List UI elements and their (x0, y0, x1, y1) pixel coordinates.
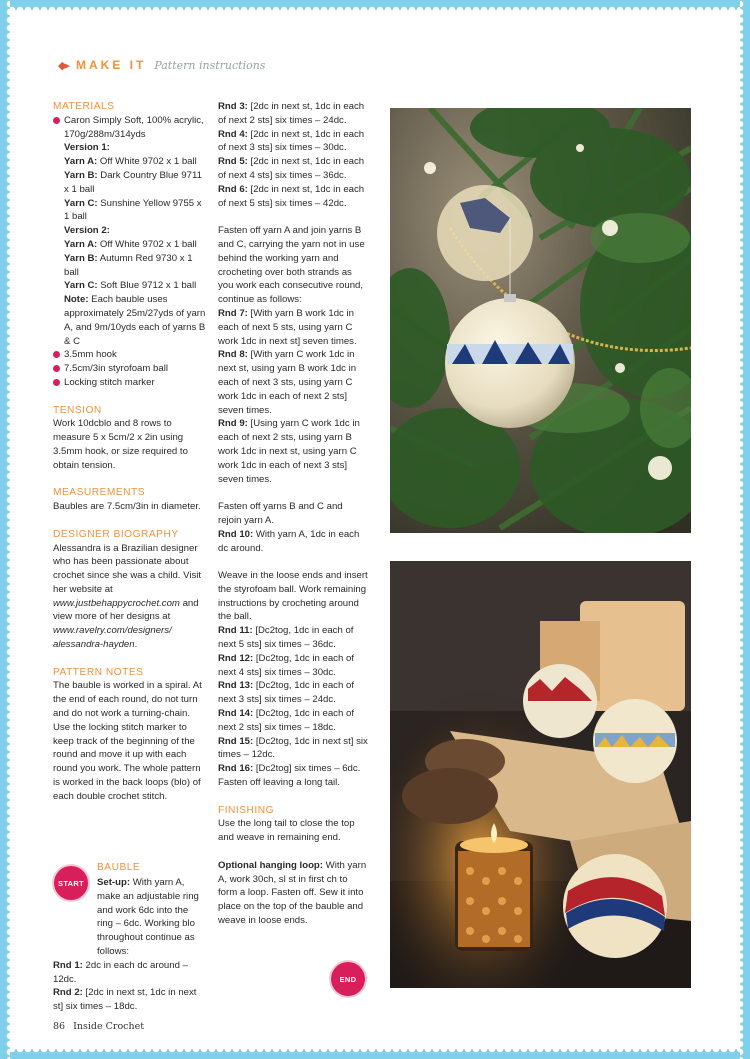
version-1-title: Version 1: (64, 142, 110, 154)
designer-website-link[interactable]: www.justbehappycrochet.com (53, 597, 180, 609)
column-middle (218, 100, 368, 928)
setup-step: Set-up: With yarn A, make an adjustable ring and work 6dc into the ring – 6dc. Working blo throughout continue as follows: (97, 877, 199, 957)
section-title: MAKE IT (75, 58, 147, 72)
measurements-text: Baubles are 7.5cm/3in in diameter. (53, 501, 201, 513)
candle-photo-illustration (390, 561, 691, 988)
bullet-dot-icon (53, 117, 60, 124)
materials-hook: 3.5mm hook (53, 348, 209, 362)
round-6: Rnd 6: [2dc in next st, 1dc in each of next 5 sts] six times – 42dc. (218, 183, 365, 209)
fasten-off-2: Fasten off yarns B and C and rejoin yarn A. (218, 501, 343, 526)
hanging-loop: Optional hanging loop: With yarn A, work 30ch, sl st in first ch to form a loop. Fasten off. Sew it into place on the top of the bauble and weave in loose ends. (218, 859, 367, 927)
page-header (58, 58, 265, 72)
materials-yarn: Caron Simply Soft, 100% acrylic, 170g/288m/314yds (53, 114, 209, 142)
round-8: Rnd 8: [With yarn C work 1dc in next st, using yarn B work 1dc in each of next 3 sts, using yarn C work 1dc in each of next 2 sts] seven times. (218, 349, 357, 416)
photo-bauble-on-tree (390, 108, 691, 533)
v1-yarn-a: Yarn A: Off White 9702 x 1 ball (64, 156, 197, 168)
round-4: Rnd 4: [2dc in next st, 1dc in each of next 3 sts] six times – 30dc. (218, 128, 365, 154)
version-2-title: Version 2: (64, 225, 110, 237)
designer-ravelry-link[interactable]: www.ravelry.com/designers/ alessandra-hayden (53, 625, 172, 651)
round-9: Rnd 9: [Using yarn C work 1dc in each of next 2 sts, using yarn B work 1dc in next st, using yarn C work 1dc in each of next 3 sts] seven times. (218, 418, 360, 485)
tree-photo-illustration (390, 108, 691, 533)
double-arrow-icon: ◆▸ (58, 59, 68, 72)
designer-heading: DESIGNER BIOGRAPHY (53, 528, 179, 540)
materials-note: Note: Each bauble uses approximately 25m/27yds of yarn A, and 9m/10yds each of yarns B & C (64, 294, 206, 347)
round-13: Rnd 13: [Dc2tog, 1dc in each of next 3 sts] six times – 24dc. (218, 680, 354, 706)
round-15: Rnd 15: [Dc2tog, 1dc in next st] six times – 12dc. (218, 735, 368, 761)
scalloped-border-right (740, 0, 750, 1059)
tension-text: Work 10dcblo and 8 rows to measure 5 x 5cm/2 x 2in using 3.5mm hook, or size required to obtain tension. (53, 418, 188, 471)
materials-marker: Locking stitch marker (53, 376, 209, 390)
finishing-heading: FINISHING (218, 804, 275, 816)
measurements-heading: MEASUREMENTS (53, 487, 146, 499)
round-12: Rnd 12: [Dc2tog, 1dc in each of next 4 sts] six times – 30dc. (218, 652, 354, 678)
bullet-dot-icon (53, 351, 60, 358)
scalloped-border-bottom (0, 1049, 750, 1059)
round-10: Rnd 10: With yarn A, 1dc in each dc around. (218, 528, 360, 554)
round-1: Rnd 1: 2dc in each dc around – 12dc. (53, 959, 188, 985)
bullet-dot-icon (53, 379, 60, 386)
page-number: 86 (53, 1021, 66, 1032)
bauble-heading: BAUBLE (97, 862, 141, 873)
round-14: Rnd 14: [Dc2tog, 1dc in each of next 2 sts] six times – 18dc. (218, 708, 354, 733)
photo-baubles-with-candle (390, 561, 691, 988)
magazine-name: Inside Crochet (73, 1021, 145, 1032)
page-footer (53, 1021, 144, 1032)
section-subtitle: Pattern instructions (154, 58, 266, 72)
designer-text: Alessandra is a Brazilian designer who has been passionate about crochet since she was a child. Visit her website at www.justbehappycrochet.com and view more of her designs at www.ravelry.com/designers/ alessandra-hayden. (53, 542, 202, 651)
scalloped-border-top (0, 0, 750, 10)
pattern-notes-heading: PATTERN NOTES (53, 666, 144, 678)
scalloped-border-left (0, 0, 10, 1059)
v2-yarn-b: Yarn B: Autumn Red 9730 x 1 ball (64, 252, 193, 278)
round-7: Rnd 7: [With yarn B work 1dc in each of next 5 sts, using yarn C work 1dc in next st] seven times. (218, 307, 357, 347)
v1-yarn-b: Yarn B: Dark Country Blue 9711 x 1 ball (64, 169, 202, 195)
pattern-notes-text: The bauble is worked in a spiral. At the end of each round, do not turn and do not work a turning-chain. Use the locking stitch marker to keep track of the beginning of the round and move it up with each round you work. The whole pattern is worked in the back loops (blo) of each double crochet stitch. (53, 680, 202, 802)
v1-yarn-c: Yarn C: Sunshine Yellow 9755 x 1 ball (64, 197, 202, 223)
column-left (53, 100, 209, 804)
materials-ball: 7.5cm/3in styrofoam ball (53, 362, 209, 376)
end-badge: END (331, 962, 365, 996)
start-badge: START (54, 866, 88, 900)
bauble-section (53, 876, 205, 1014)
fasten-off-1: Fasten off yarn A and join yarns B and C, carrying the yarn not in use behind the working yarn and crocheting over both strands as you work each consecutive round, continue as follows: (218, 225, 365, 306)
round-3: Rnd 3: [2dc in next st, 1dc in each of next 2 sts] six times – 24dc. (218, 101, 365, 126)
materials-heading: MATERIALS (53, 101, 115, 112)
round-16: Rnd 16: [Dc2tog] six times – 6dc. Fasten off leaving a long tail. (218, 763, 361, 789)
v2-yarn-a: Yarn A: Off White 9702 x 1 ball (64, 238, 197, 250)
tension-heading: TENSION (53, 404, 102, 416)
round-5: Rnd 5: [2dc in next st, 1dc in each of next 4 sts] six times – 36dc. (218, 156, 365, 181)
finishing-text: Use the long tail to close the top and weave in remaining end. (218, 818, 355, 844)
v2-yarn-c: Yarn C: Soft Blue 9712 x 1 ball (64, 280, 197, 292)
bullet-dot-icon (53, 365, 60, 372)
round-2: Rnd 2: [2dc in next st, 1dc in next st] six times – 18dc. (53, 987, 197, 1013)
weave-in: Weave in the loose ends and insert the styrofoam ball. Work remaining instructions by crocheting around the ball. (218, 570, 368, 623)
round-11: Rnd 11: [Dc2tog, 1dc in each of next 5 sts] six times – 36dc. (218, 625, 354, 651)
